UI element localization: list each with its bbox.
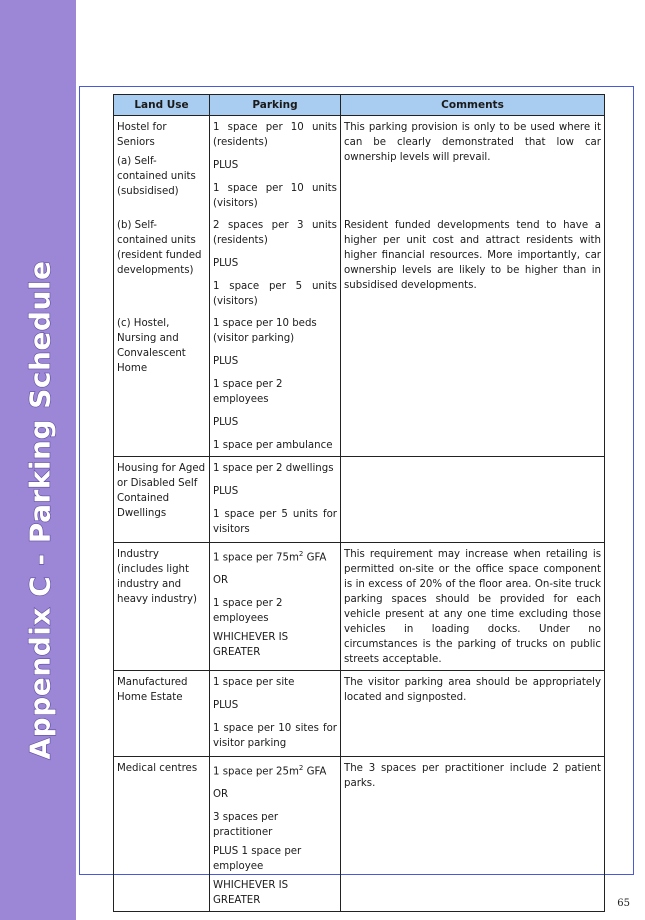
parking-cell: 2 spaces per 3 units (residents) PLUS 1 space per 5 units (visitors) bbox=[210, 214, 341, 312]
sidebar-band bbox=[0, 0, 76, 920]
page-number: 65 bbox=[617, 898, 630, 909]
table-row bbox=[114, 214, 605, 312]
table-row bbox=[114, 457, 605, 543]
land-use-cell: Medical centres bbox=[114, 757, 210, 912]
land-use-cell: (c) Hostel, Nursing and Convalescent Home bbox=[114, 312, 210, 457]
parking-schedule-table bbox=[113, 94, 605, 912]
land-use-cell: Industry (includes light industry and heavy industry) bbox=[114, 543, 210, 671]
header-parking: Parking bbox=[210, 95, 341, 116]
sidebar-title: Appendix C - Parking Schedule bbox=[23, 260, 57, 760]
comments-cell bbox=[341, 312, 605, 457]
comments-cell: The visitor parking area should be appropriately located and signposted. bbox=[341, 671, 605, 757]
table-row bbox=[114, 757, 605, 912]
parking-cell: 1 space per 10 units (residents) PLUS 1 space per 10 units (visitors) bbox=[210, 116, 341, 215]
parking-cell: 1 space per $25m^2$ GFA OR 3 spaces per practitioner PLUS 1 space per employee WHICHEVER IS GREATER bbox=[210, 757, 341, 912]
header-comments: Comments bbox=[341, 95, 605, 116]
table-row bbox=[114, 543, 605, 671]
parking-cell: 1 space per site PLUS 1 space per 10 sites for visitor parking bbox=[210, 671, 341, 757]
comments-cell bbox=[341, 457, 605, 543]
comments-cell: This requirement may increase when retailing is permitted on-site or the office space component is in excess of 20% of the floor area. On-site truck parking spaces should be provided for each vehicle present at any one time excluding those vehicles in loading docks. Under no circumstances is the parking of trucks on public streets acceptable. bbox=[341, 543, 605, 671]
table-row bbox=[114, 312, 605, 457]
parking-cell: 1 space per 10 beds (visitor parking) PLUS 1 space per 2 employees PLUS 1 space per ambulance bbox=[210, 312, 341, 457]
header-land-use: Land Use bbox=[114, 95, 210, 116]
parking-cell: 1 space per $75m^2$ GFA OR 1 space per 2 employees WHICHEVER IS GREATER bbox=[210, 543, 341, 671]
gfa-rate: 1 space per $25m^2$ GFA bbox=[213, 764, 327, 778]
comments-cell: Resident funded developments tend to have a higher per unit cost and attract residents with higher financial resources. More importantly, car ownership levels are likely to be higher than in subsidised developments. bbox=[341, 214, 605, 312]
comments-cell: The 3 spaces per practitioner include 2 patient parks. bbox=[341, 757, 605, 912]
parking-cell: 1 space per 2 dwellings PLUS 1 space per 5 units for visitors bbox=[210, 457, 341, 543]
table-row bbox=[114, 116, 605, 215]
table-header-row bbox=[114, 95, 605, 116]
land-use-cell: Hostel for Seniors (a) Self-contained units (subsidised) bbox=[114, 116, 210, 215]
table-row bbox=[114, 671, 605, 757]
gfa-rate: 1 space per $75m^2$ GFA bbox=[213, 550, 327, 564]
land-use-cell: Housing for Aged or Disabled Self Contained Dwellings bbox=[114, 457, 210, 543]
land-use-cell: (b) Self-contained units (resident funded developments) bbox=[114, 214, 210, 312]
land-use-cell: Manufactured Home Estate bbox=[114, 671, 210, 757]
comments-cell: This parking provision is only to be used where it can be clearly demonstrated that low car ownership levels will prevail. bbox=[341, 116, 605, 215]
